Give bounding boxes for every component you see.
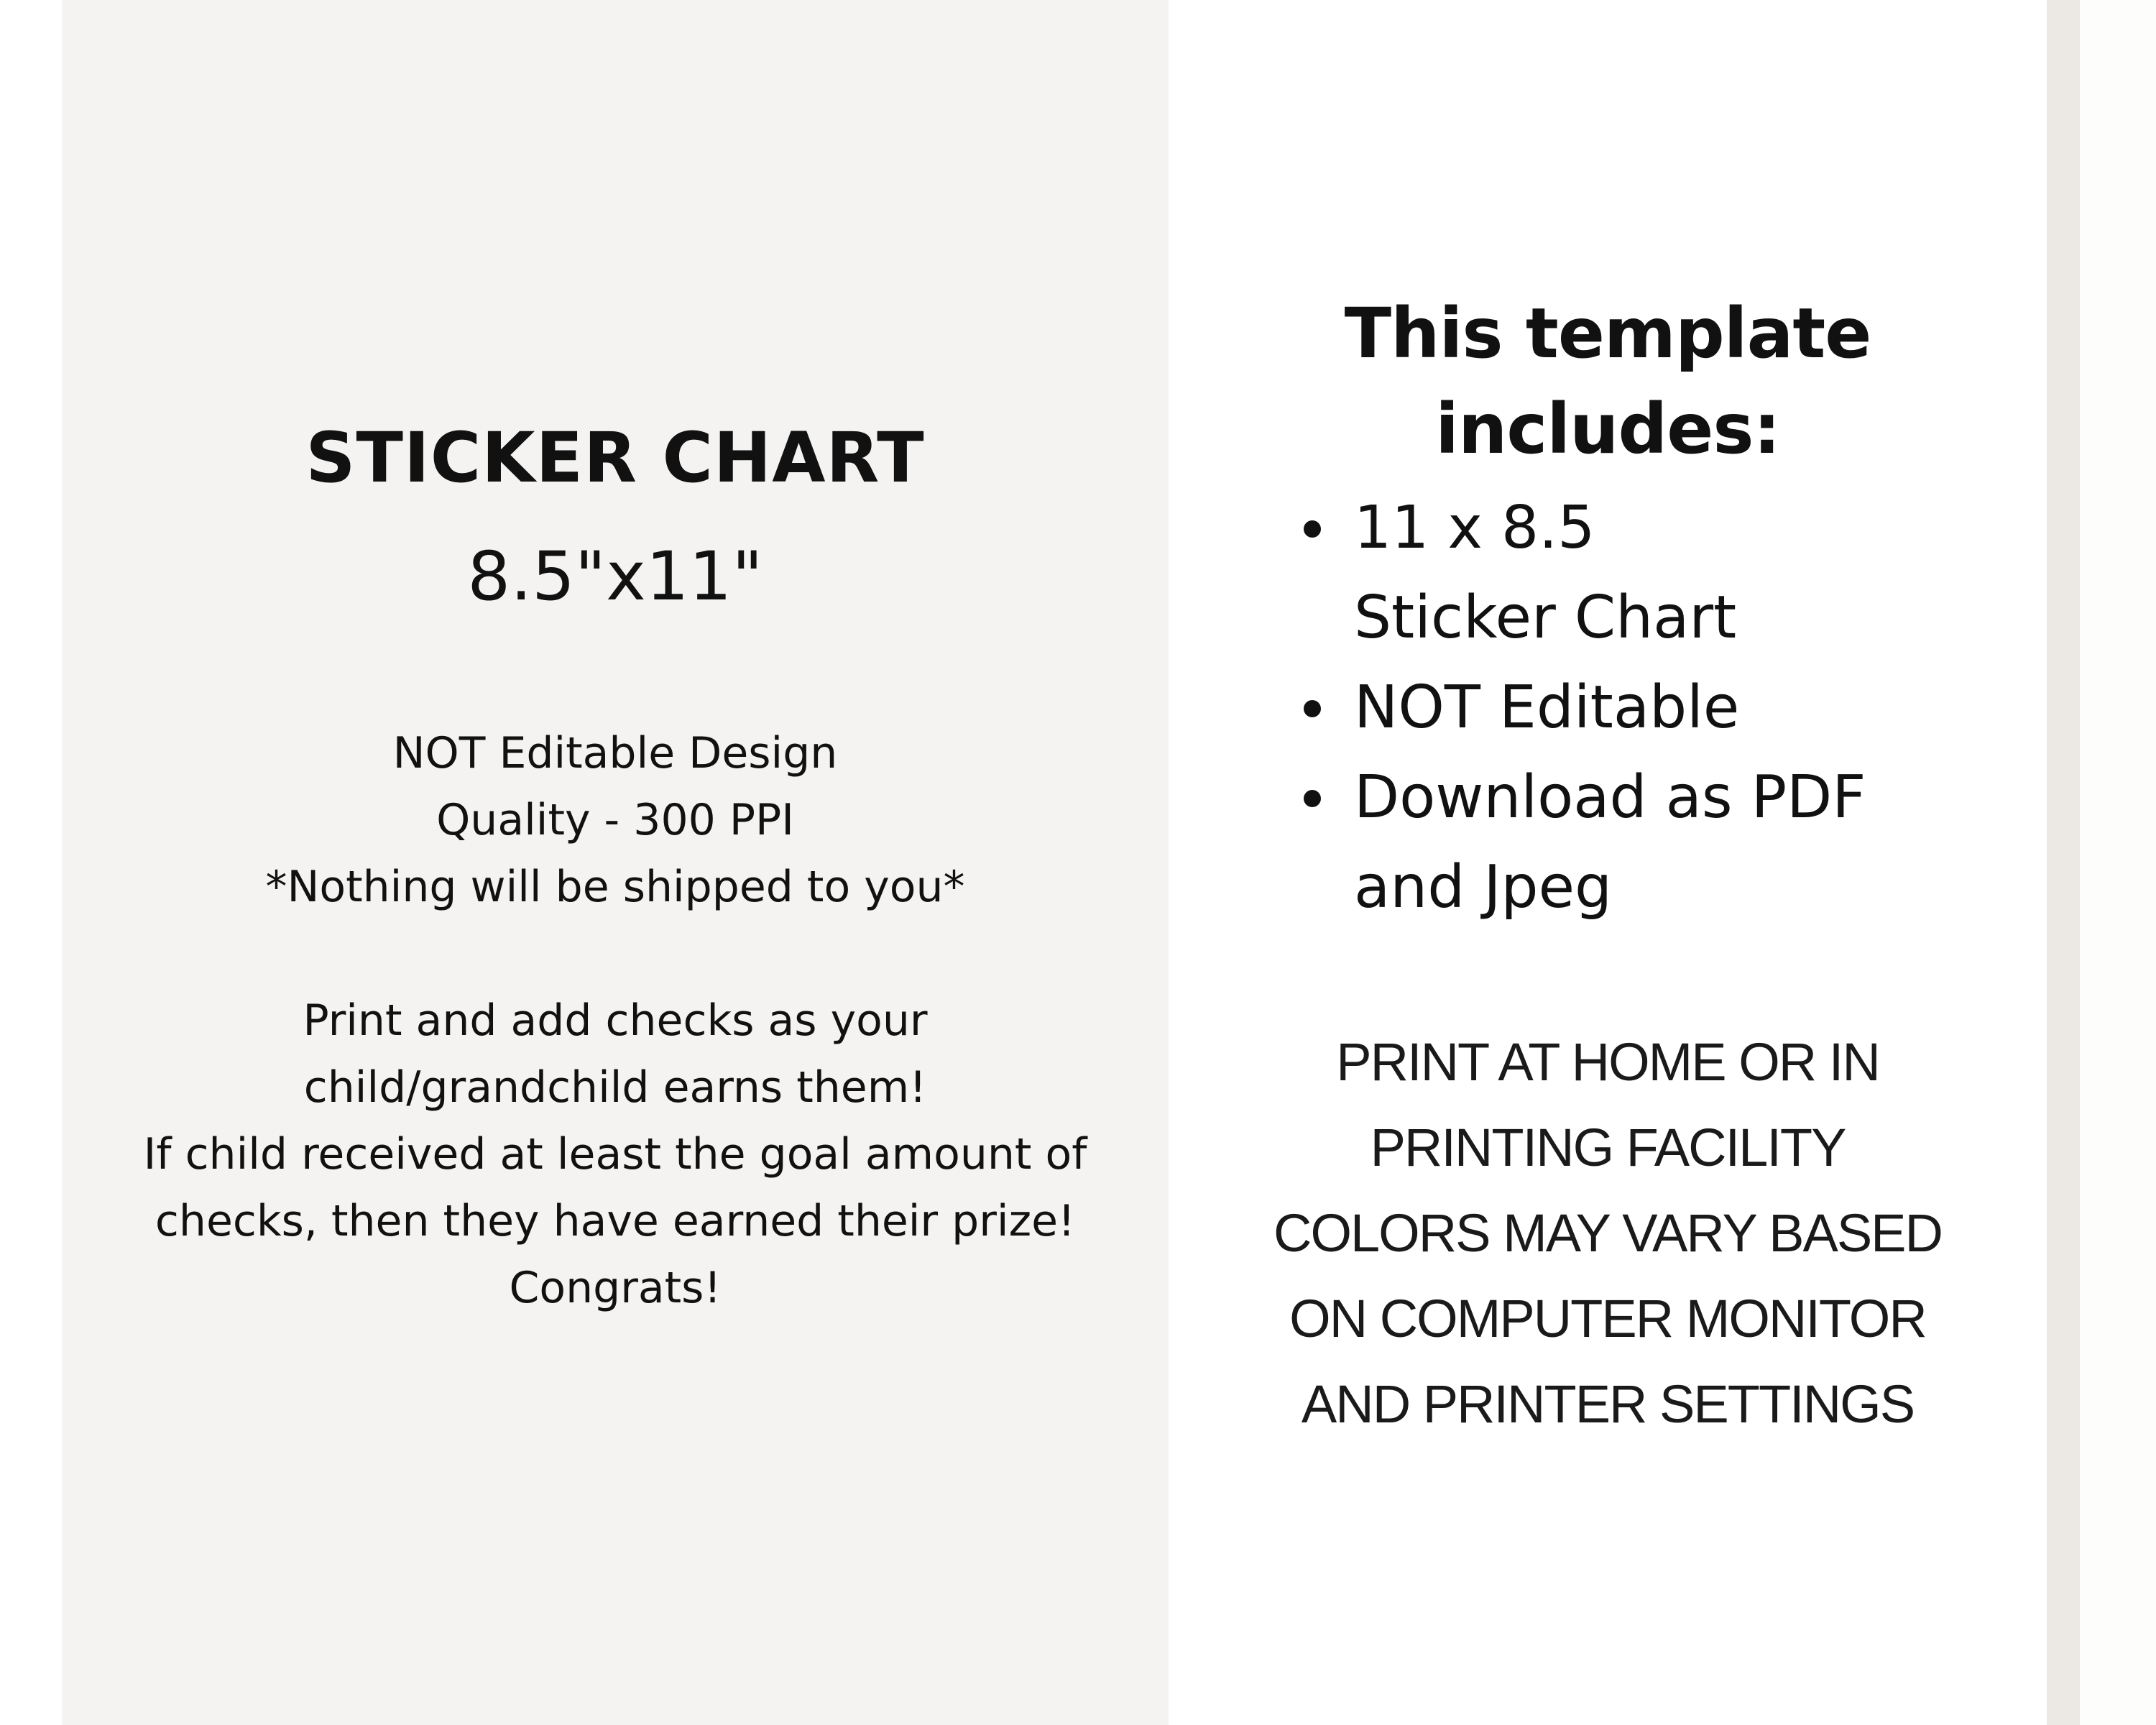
feature-line: Sticker Chart <box>1354 584 1737 652</box>
notice-line: ON COMPUTER MONITOR <box>1289 1289 1926 1348</box>
instruction-line: Print and add checks as your <box>303 995 928 1046</box>
heading-line: includes: <box>1435 389 1780 469</box>
feature-line: Download as PDF <box>1354 763 1866 832</box>
usage-instructions <box>62 988 1169 1322</box>
bullet-icon <box>1304 790 1321 807</box>
edge-margin <box>2080 0 2156 1725</box>
includes-heading <box>1169 286 2047 477</box>
product-info <box>62 720 1169 921</box>
info-line: *Nothing will be shipped to you* <box>265 862 965 912</box>
notice-line: PRINTING FACILITY <box>1370 1118 1846 1177</box>
instruction-line: checks, then they have earned their prize! <box>155 1196 1076 1246</box>
print-notice <box>1169 1019 2047 1447</box>
feature-item <box>1302 753 2021 932</box>
feature-line: NOT Editable <box>1354 673 1740 742</box>
product-size: 8.5"x11" <box>467 538 763 616</box>
instruction-line: If child received at least the goal amount of <box>143 1129 1087 1179</box>
notice-line: AND PRINTER SETTINGS <box>1301 1374 1915 1434</box>
feature-line: 11 x 8.5 <box>1354 494 1595 562</box>
bullet-icon <box>1304 700 1321 717</box>
notice-line: COLORS MAY VARY BASED <box>1273 1203 1942 1263</box>
notice-line: PRINT AT HOME OR IN <box>1336 1032 1879 1092</box>
product-title: STICKER CHART <box>305 418 925 498</box>
feature-item <box>1302 483 2021 663</box>
info-line: NOT Editable Design <box>392 728 838 778</box>
info-line: Quality - 300 PPI <box>436 795 794 845</box>
instruction-line: child/grandchild earns them! <box>303 1062 927 1113</box>
heading-line: This template <box>1344 293 1871 374</box>
bullet-icon <box>1304 520 1321 538</box>
feature-item <box>1302 663 2021 753</box>
features-list <box>1302 483 2021 932</box>
feature-line: and Jpeg <box>1354 853 1613 921</box>
edge-strip <box>2047 0 2080 1725</box>
instruction-line: Congrats! <box>509 1263 722 1313</box>
